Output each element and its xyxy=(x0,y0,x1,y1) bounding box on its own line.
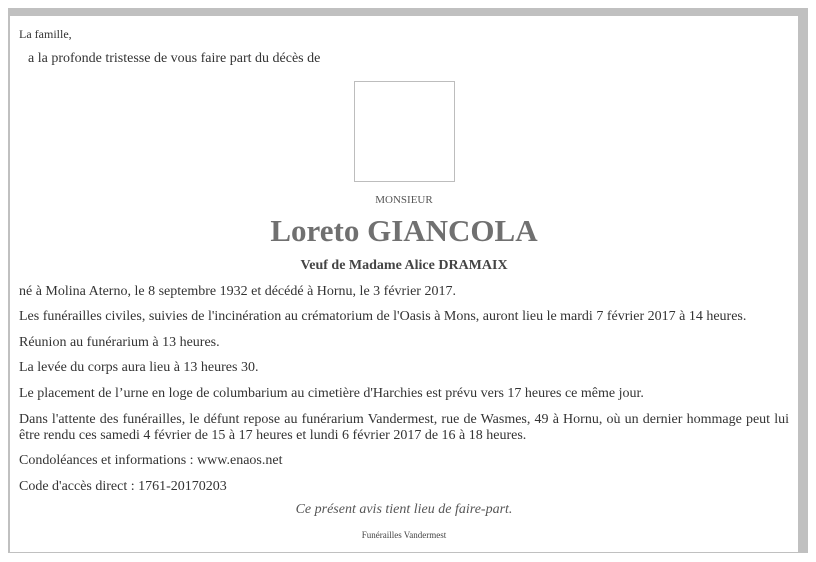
urn-paragraph: Le placement de l’urne en loge de columbarium au cimetière d'Harchies est prévu vers 17 heures ce même jour. xyxy=(19,386,644,401)
meeting-paragraph: Réunion au funérarium à 13 heures. xyxy=(19,335,220,350)
civility-label: MONSIEUR xyxy=(375,194,433,206)
funeral-paragraph: Les funérailles civiles, suivies de l'incinération au crématorium de l'Oasis à Mons, auront lieu le mardi 7 février 2017 à 14 heures. xyxy=(19,309,747,324)
portrait-photo-placeholder xyxy=(354,81,455,182)
spouse-line: Veuf de Madame Alice DRAMAIX xyxy=(300,258,508,273)
faire-part-note: Ce présent avis tient lieu de faire-part. xyxy=(295,502,513,517)
birth-death-paragraph: né à Molina Aterno, le 8 septembre 1932 et décédé à Hornu, le 3 février 2017. xyxy=(19,284,456,299)
family-line: La famille, xyxy=(19,27,72,41)
condolences-paragraph: Condoléances et informations : www.enaos.net xyxy=(19,453,283,468)
deceased-name: Loreto GIANCOLA xyxy=(270,213,538,248)
access-code-paragraph: Code d'accès direct : 1761-20170203 xyxy=(19,479,227,494)
departure-paragraph: La levée du corps aura lieu à 13 heures 30. xyxy=(19,360,259,375)
funeral-home-footer: Funérailles Vandermest xyxy=(361,530,447,540)
death-notice xyxy=(10,16,798,552)
intro-line: a la profonde tristesse de vous faire part du décès de xyxy=(28,51,321,66)
visitation-paragraph: Dans l'attente des funérailles, le défunt repose au funérarium Vandermest, rue de Wasmes, 49 à Hornu, où un dernier hommage peut lui être rendu ces samedi 4 février de 15 à 17 heures et lundi 6 février 2017 de 16 à 18 heures. xyxy=(19,412,789,443)
